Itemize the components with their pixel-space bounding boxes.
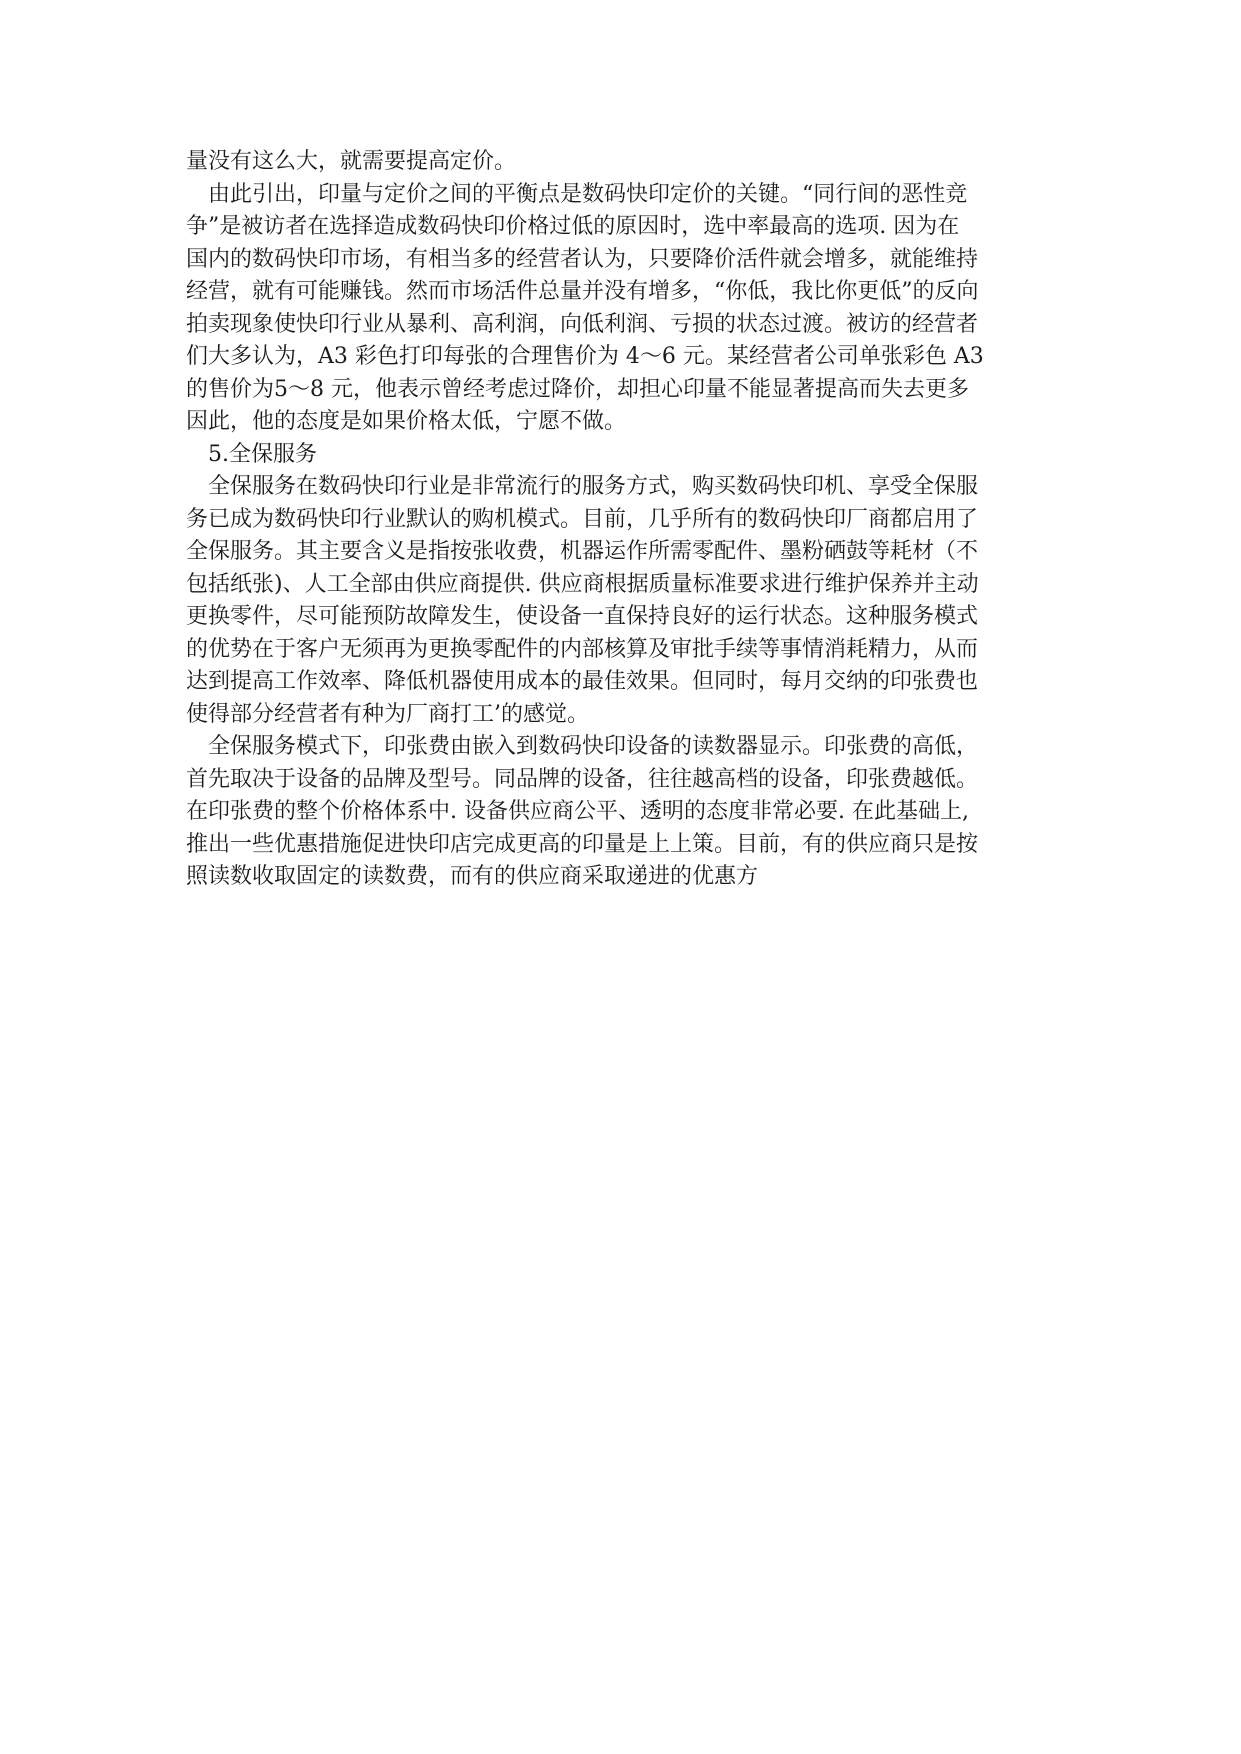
text-line: 全保服务模式下，印张费由嵌入到数码快印设备的读数器显示。印张费的高低， [186,734,979,759]
text-line: 量没有这么大，就需要提高定价。 [186,149,517,174]
text-line: 因此，他的态度是如果价格太低，宁愿不做。 [186,409,627,434]
text-line: 首先取决于设备的品牌及型号。同品牌的设备，往往越高档的设备，印张费越低。 [186,766,979,792]
text-line: 全保服务。其主要含义是指按张收费，机器运作所需零配件、墨粉硒鼓等耗材（不 [186,539,979,564]
text-line: 们大多认为，A3 彩色打印每张的合理售价为 4～6 元。某经营者公司单张彩色 A3 [186,344,984,369]
text-line: 由此引出，印量与定价之间的平衡点是数码快印定价的关键。“同行间的恶性竞 [186,181,968,207]
body-text [186,146,1106,894]
text-line: 争”是被访者在选择造成数码快印价格过低的原因时，选中率最高的选项. 因为在 [186,214,960,239]
text-line: 在印张费的整个价格体系中. 设备供应商公平、透明的态度非常必要. 在此基础上, [186,799,969,824]
text-line: 务已成为数码快印行业默认的购机模式。目前，几乎所有的数码快印厂商都启用了 [186,506,979,532]
text-line: 国内的数码快印市场，有相当多的经营者认为，只要降价活件就会增多，就能维持 [186,246,979,272]
text-line: 拍卖现象使快印行业从暴利、高利润，向低利润、亏损的状态过渡。被访的经营者 [186,311,979,337]
text-line: 达到提高工作效率、降低机器使用成本的最佳效果。但同时，每月交纳的印张费也 [186,669,979,694]
text-line: 更换零件，尽可能预防故障发生，使设备一直保持良好的运行状态。这种服务模式 [186,604,979,629]
text-line: 推出一些优惠措施促进快印店完成更高的印量是上上策。目前，有的供应商只是按 [186,831,979,857]
text-line: 包括纸张)、人工全部由供应商提供. 供应商根据质量标准要求进行维护保养并主动 [186,571,979,597]
text-line: 的优势在于客户无须再为更换零配件的内部核算及审批手续等事情消耗精力，从而 [186,636,979,662]
text-line: 经营，就有可能赚钱。然而市场活件总量并没有增多，“你低，我比你更低”的反向 [186,279,979,304]
text-line: 照读数收取固定的读数费，而有的供应商采取递进的优惠方 [186,864,759,889]
text-line: 的售价为5～8 元，他表示曾经考虑过降价，却担心印量不能显著提高而失去更多 [186,376,969,402]
text-line: 使得部分经营者有种为厂商打工’的感觉。 [186,701,589,727]
text-line: 全保服务在数码快印行业是非常流行的服务方式，购买数码快印机、享受全保服 [186,474,979,499]
section-heading: 5.全保服务 [186,441,317,467]
